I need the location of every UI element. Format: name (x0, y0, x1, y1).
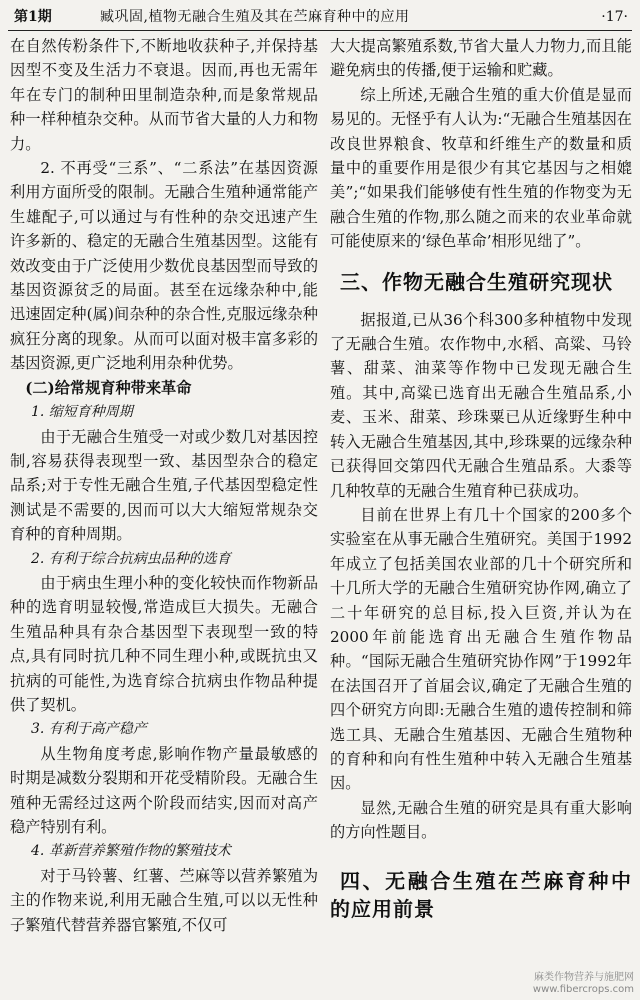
running-header (8, 4, 632, 31)
item-heading: 1. 缩短育种周期 (31, 404, 133, 421)
paragraph: 在自然传粉条件下,不断地收获种子,并保持基因型不变及生活力不衰退。因而,再也无需年年在专门的制种田里制造杂种,而是象常规品种一样种植杂交种。从而节省大量的人力和物力。 (10, 37, 318, 153)
paragraph: 由于病虫生理小种的变化较快而作物新品种的选育明显较慢,常造成巨大损失。无融合生殖品种具有杂合基因型下表现型一致的特点,具有同时抗几种不同生理小种,或既抗虫又抗病的可能性,为选育综合抗病虫作物品种提供了契机。 (10, 573, 318, 714)
paragraph: 对于马铃薯、红薯、苎麻等以营养繁殖为主的作物来说,利用无融合生殖,可以以无性种子繁殖代替营养器官繁殖,不仅可 (10, 866, 318, 934)
item-heading: 4. 革新营养繁殖作物的繁殖技术 (31, 843, 231, 860)
item-heading: 3. 有利于高产稳产 (31, 721, 147, 738)
page-number: ·17· (601, 9, 628, 25)
section-heading: 三、作物无融合生殖研究现状 (340, 269, 613, 294)
running-title: 臧巩固,植物无融合生殖及其在苎麻育种中的应用 (100, 9, 410, 25)
paragraph: 2. 不再受“三系”、“二系法”在基因资源利用方面所受的限制。无融合生殖种通常能产生雄配子,可以通过与有性种的杂交迅速产生许多新的、稳定的无融合生殖基因型。这能有效改变由于广泛使用少数优良基因型而导致的基因资源贫乏的局面。甚至在远缘杂种中,能迅速固定种(属)间杂种的杂合性,克服远缘杂种疯狂分离的现象。从而可以面对极丰富多彩的基因资源,更广泛地利用杂种优势。 (10, 159, 318, 373)
paragraph: 目前在世界上有几十个国家的200多个实验室在从事无融合生殖研究。美国于1992年成立了包括美国农业部的几十个研究所和十几所大学的无融合生殖研究协作网,确立了二十年研究的总目标,投入巨资,并认为在2000年前能选育出无融合生殖作物品种。“国际无融合生殖研究协作网”于1992年在法国召开了首届会议,确定了无融合生殖的四个研究方向即:无融合生殖的遗传控制和筛选工具、无融合生殖基因、无融合生殖物种的育种和向有性生殖种中转入无融合生殖基因。 (330, 505, 632, 793)
watermark-url: www.fibercrops.com (532, 984, 634, 995)
site-watermark (533, 972, 634, 996)
watermark-name: 麻类作物营养与施肥网 (534, 972, 634, 983)
item-heading: 2. 有利于综合抗病虫品种的选育 (31, 550, 231, 567)
paragraph: 据报道,已从36个科300多种植物中发现了无融合生殖。农作物中,水稻、高粱、马铃薯、甜菜、油菜等作物中已发现无融合生殖。其中,高粱已选育出无融合生殖品系,小麦、玉米、甜菜、珍珠粟已从近缘野生种中转入无融合生殖基因,其中,珍珠粟的远缘杂种已获得回交第四代无融合生殖品系。大黍等几种牧草的无融合生殖育种已获成功。 (330, 310, 632, 500)
right-column (330, 34, 632, 992)
paragraph: 显然,无融合生殖的研究是具有重大影响的方向性题目。 (330, 798, 632, 842)
paragraph: 综上所述,无融合生殖的重大价值是显而易见的。无怪乎有人认为:“无融合生殖基因在改良世界粮食、牧草和纤维生产的数量和质量中的重要作用是很少有其它基因与之相媲美”;“如果我们能够使有性生殖的作物变为无融合生殖的作物,那么随之而来的农业革命就可能使原来的‘绿色革命’相形见绌了”。 (330, 85, 632, 251)
paragraph: 由于无融合生殖受一对或少数几对基因控制,容易获得表现型一致、基因型杂合的稳定品系;对于专性无融合生殖,子代基因型稳定性测试是不需要的,因而可以大大缩短常规杂交育种的育种周期。 (10, 427, 318, 544)
section-heading: 四、无融合生殖在苎麻育种中的应用前景 (330, 868, 632, 921)
issue-number: 第1期 (14, 9, 52, 25)
paragraph: 大大提高繁殖系数,节省大量人力物力,而且能避免病虫的传播,便于运输和贮藏。 (330, 37, 632, 80)
left-column (10, 34, 318, 992)
subsection-heading: (二)给常规育种带来革命 (25, 378, 192, 397)
paragraph: 从生物角度考虑,影响作物产量最敏感的时期是减数分裂期和开花受精阶段。无融合生殖种无需经过这两个阶段而结实,因而对高产稳产特别有利。 (10, 744, 318, 836)
